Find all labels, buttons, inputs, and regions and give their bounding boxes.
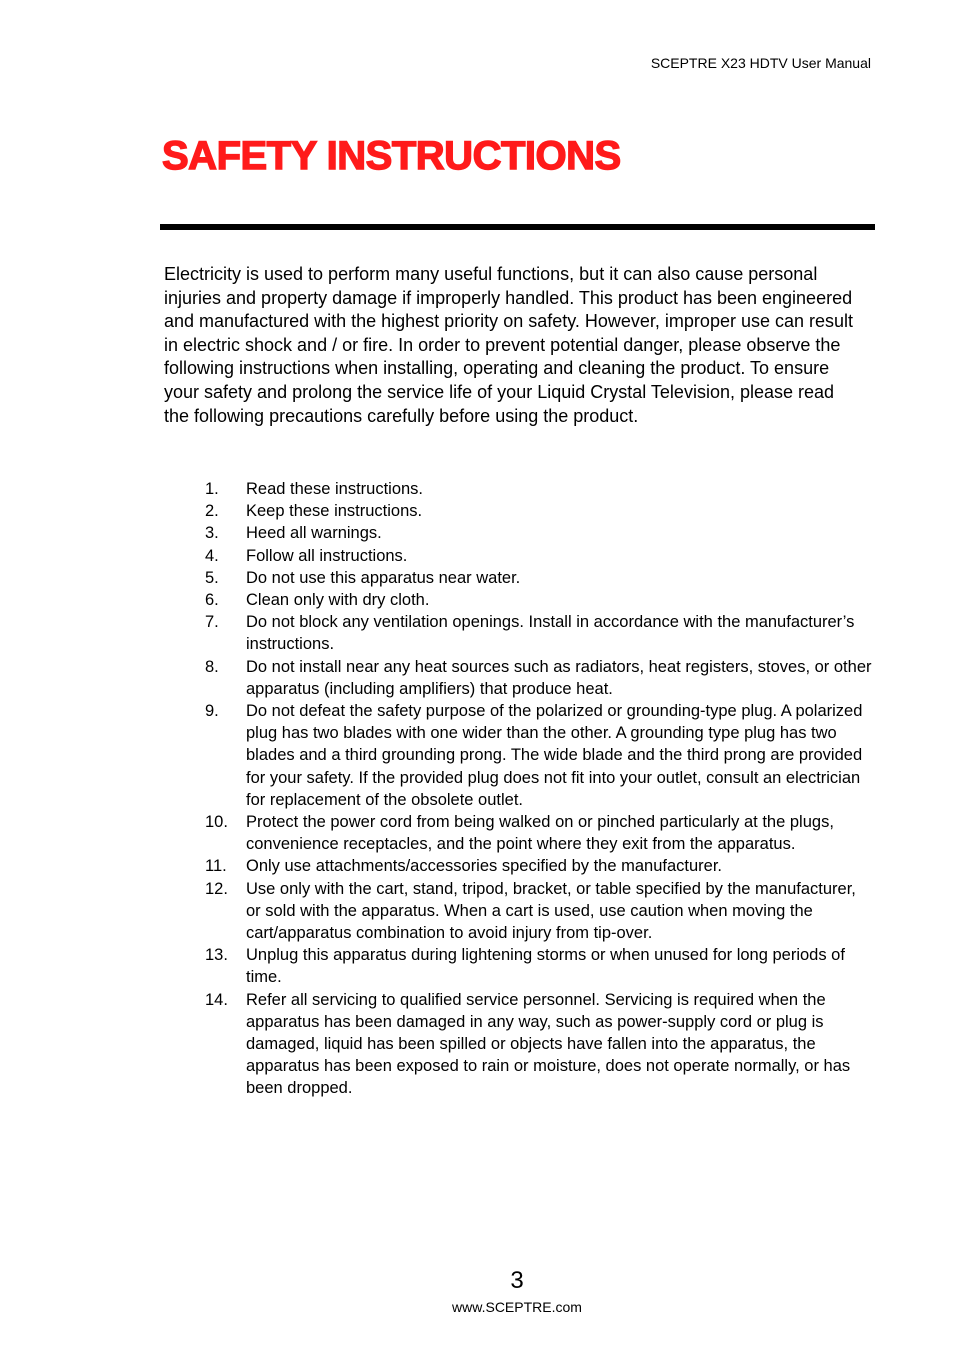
item-text: Do not use this apparatus near water. <box>246 568 521 587</box>
item-number: 3. <box>205 524 219 543</box>
item-text: Follow all instructions. <box>246 546 408 565</box>
item-number: 11. <box>205 857 227 876</box>
item-number: 1. <box>205 480 219 498</box>
item-text: Use only with the cart, stand, tripod, bracket, or table specified by the manufacturer, or sold with the apparatus. When a cart is used, use caution when moving the cart/apparatus combination to avoid injury from tip-over. <box>246 879 856 943</box>
item-number: 9. <box>205 702 219 721</box>
list-item <box>164 589 874 611</box>
item-text: Protect the power cord from being walked on or pinched particularly at the plugs, convenience receptacles, and the point where they exit from the apparatus. <box>246 813 834 854</box>
list-item <box>164 611 874 655</box>
item-number: 5. <box>205 568 219 587</box>
item-number: 12. <box>205 879 228 898</box>
footer-website: www.SCEPTRE.com <box>452 1299 582 1315</box>
page-number: 3 <box>510 1267 524 1294</box>
item-text: Clean only with dry cloth. <box>246 591 430 610</box>
list-item <box>164 989 874 1100</box>
item-text: Read these instructions. <box>246 480 424 498</box>
list-item <box>164 567 874 589</box>
item-text: Heed all warnings. <box>246 524 382 543</box>
running-header: SCEPTRE X23 HDTV User Manual <box>650 55 871 71</box>
item-text: Keep these instructions. <box>246 502 423 521</box>
item-text: Do not block any ventilation openings. Install in accordance with the manufacturer’s instructions. <box>246 613 855 654</box>
item-number: 6. <box>205 591 219 610</box>
item-number: 14. <box>205 990 228 1009</box>
list-item <box>164 944 874 988</box>
item-number: 10. <box>205 813 228 832</box>
item-number: 7. <box>205 613 219 632</box>
item-text: Refer all servicing to qualified service personnel. Servicing is required when the apparatus has been damaged in any way, such as power-supply cord or plug is damaged, liquid has been spilled or objects have fallen into the apparatus, the apparatus has been exposed to rain or moisture, does not operate normally, or has been dropped. <box>246 990 851 1098</box>
item-text: Do not defeat the safety purpose of the polarized or grounding-type plug. A polarized plug has two blades with one wider than the other. A grounding type plug has two blades and a third grounding prong. The wide blade and the third prong are provided for your safety. If the provided plug does not fit into your outlet, consult an electrician for replacement of the obsolete outlet. <box>246 702 863 809</box>
list-item <box>164 500 874 522</box>
item-text: Do not install near any heat sources such as radiators, heat registers, stoves, or other apparatus (including amplifiers) that produce heat. <box>246 657 872 698</box>
list-item <box>164 855 874 877</box>
item-text: Unplug this apparatus during lightening storms or when unused for long periods of time. <box>246 946 845 987</box>
intro-paragraph: Electricity is used to perform many useful functions, but it can also cause personal injuries and property damage if improperly handled. This product has been engineered and manufactured with the highest priority on safety. However, improper use can result in electric shock and / or fire. In order to prevent potential danger, please observe the following instructions when installing, operating and cleaning the product. To ensure your safety and prolong the service life of your Liquid Crystal Television, please read the following precautions carefully before using the product. <box>164 264 854 426</box>
list-item <box>164 545 874 567</box>
item-text: Only use attachments/accessories specified by the manufacturer. <box>246 857 722 876</box>
list-item <box>164 878 874 945</box>
item-number: 4. <box>205 546 219 565</box>
list-item <box>164 811 874 855</box>
instruction-list <box>164 478 874 1100</box>
list-item <box>164 656 874 700</box>
item-number: 8. <box>205 657 219 676</box>
list-item <box>164 478 874 500</box>
title-divider <box>160 224 875 230</box>
item-number: 2. <box>205 502 219 521</box>
item-number: 13. <box>205 946 228 965</box>
page-title: SAFETY INSTRUCTIONS <box>162 134 621 178</box>
list-item <box>164 700 874 811</box>
list-item <box>164 522 874 544</box>
